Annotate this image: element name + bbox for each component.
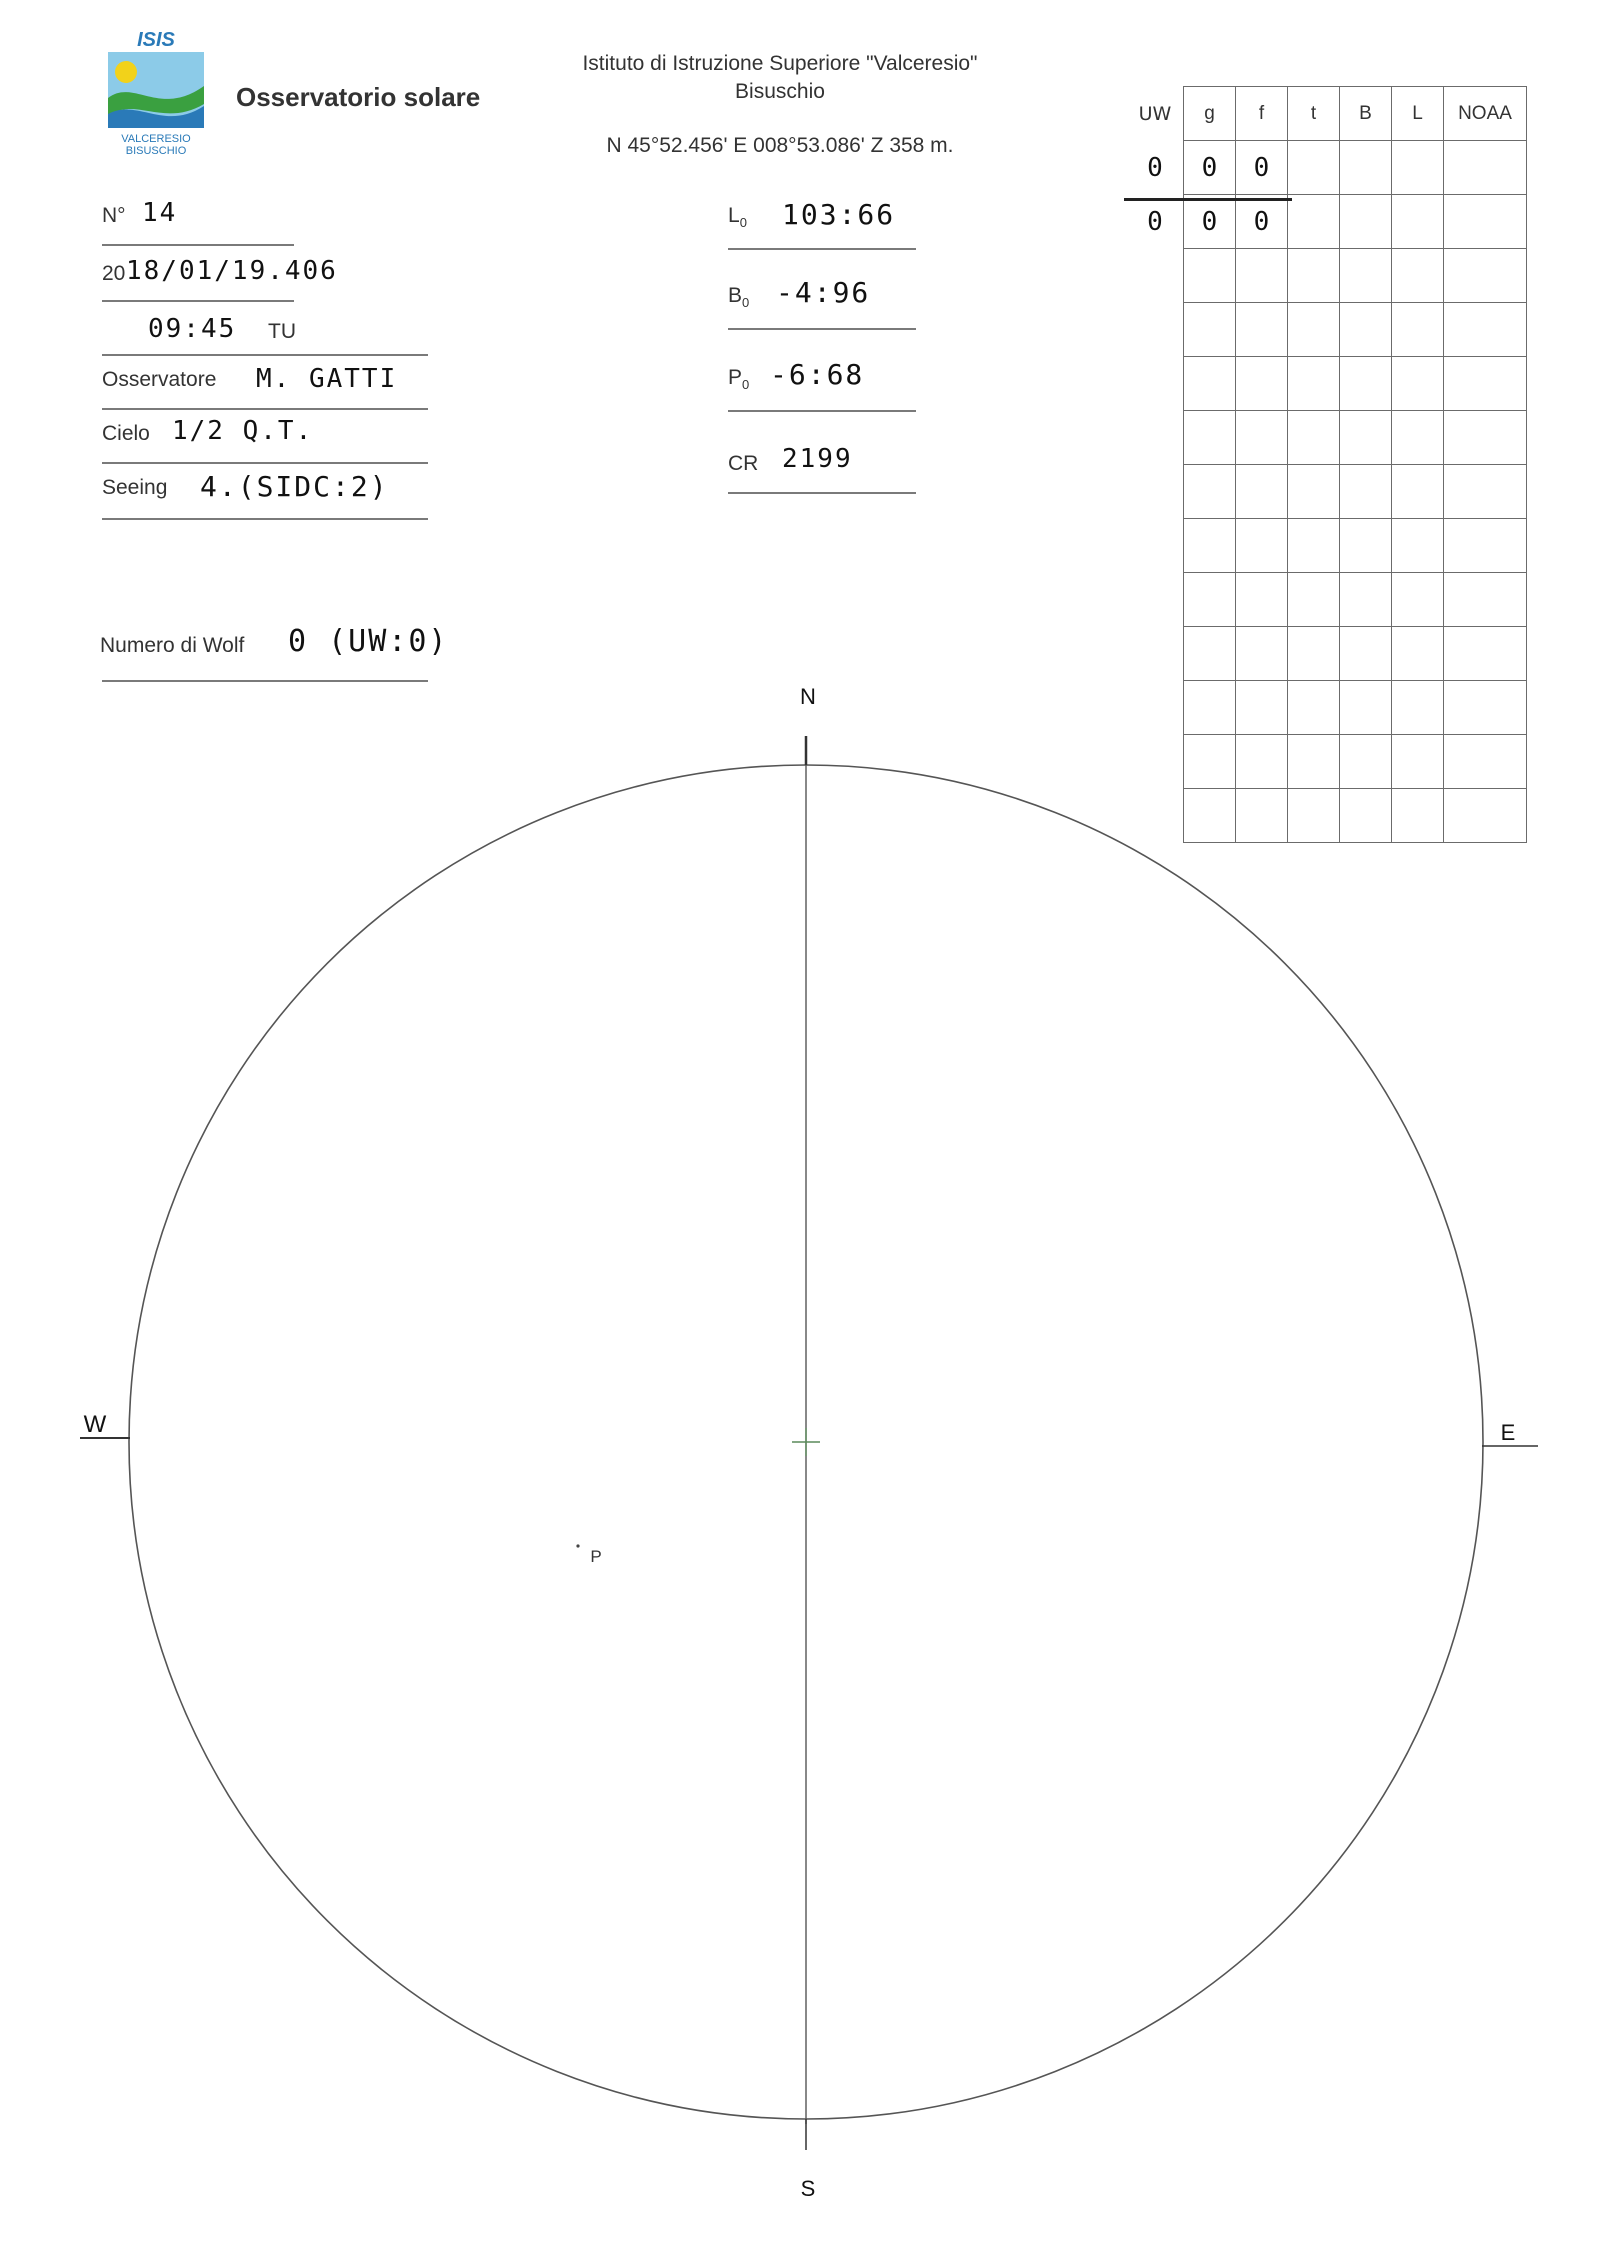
observer-label: Osservatore [102,368,217,391]
header-f: f [1236,87,1288,141]
table-cell: 0 [1236,141,1288,195]
south-label: S [800,2176,816,2201]
seeing-label: Seeing [102,476,168,499]
west-label: W [83,1411,107,1438]
logo-text: ISIS [137,29,175,51]
cr-value: 2199 [782,444,853,474]
header-noaa: NOAA [1444,87,1527,141]
b0-subscript: 0 [742,295,750,311]
table-cell: 0 [1147,152,1163,183]
table-cell: 0 [1236,195,1288,249]
number-value: 14 [142,198,178,228]
sky-label: Cielo [102,422,150,445]
point-label: P [590,1547,602,1566]
header-g: g [1184,87,1236,141]
wolf-label: Numero di Wolf [100,634,245,657]
p0-letter: P [728,366,743,389]
l0-letter: L [728,204,740,227]
table-cell: 0 [1184,195,1236,249]
institute-town: Bisuschio [735,80,825,103]
date-prefix: 20 [102,262,126,285]
b0-value: -4:96 [776,276,871,309]
north-label: N [800,684,816,709]
observer-value: M. GATTI [256,364,398,394]
time-unit: TU [268,320,296,343]
header-l: L [1392,87,1444,141]
logo-subtitle-1: VALCERESIO [121,133,191,145]
observatory-title: Osservatorio solare [236,82,481,112]
date-value: 18/01/19.406 [126,256,338,286]
sky-value: 1/2 Q.T. [172,416,314,446]
l0-subscript: 0 [739,215,747,231]
p0-subscript: 0 [742,377,750,393]
cr-label: CR [728,452,759,475]
seeing-value: 4.(SIDC:2) [200,470,389,503]
header-t: t [1288,87,1340,141]
wolf-value: 0 (UW:0) [288,624,449,659]
header-b: B [1340,87,1392,141]
observatory-coordinates: N 45°52.456' E 008°53.086' Z 358 m. [606,134,954,157]
institute-name: Istituto di Istruzione Superiore "Valceresio" [582,52,978,75]
header-uw: UW [1138,102,1172,125]
b0-letter: B [728,284,743,307]
number-label: N° [102,204,126,227]
logo-subtitle-2: BISUSCHIO [125,145,187,156]
east-label: E [1500,1420,1516,1445]
table-cell: 0 [1184,141,1236,195]
table-cell: 0 [1147,206,1163,237]
p0-value: -6:68 [770,358,865,391]
time-value: 09:45 [148,314,237,344]
point-marker [576,1544,579,1547]
l0-value: 103:66 [782,198,896,231]
